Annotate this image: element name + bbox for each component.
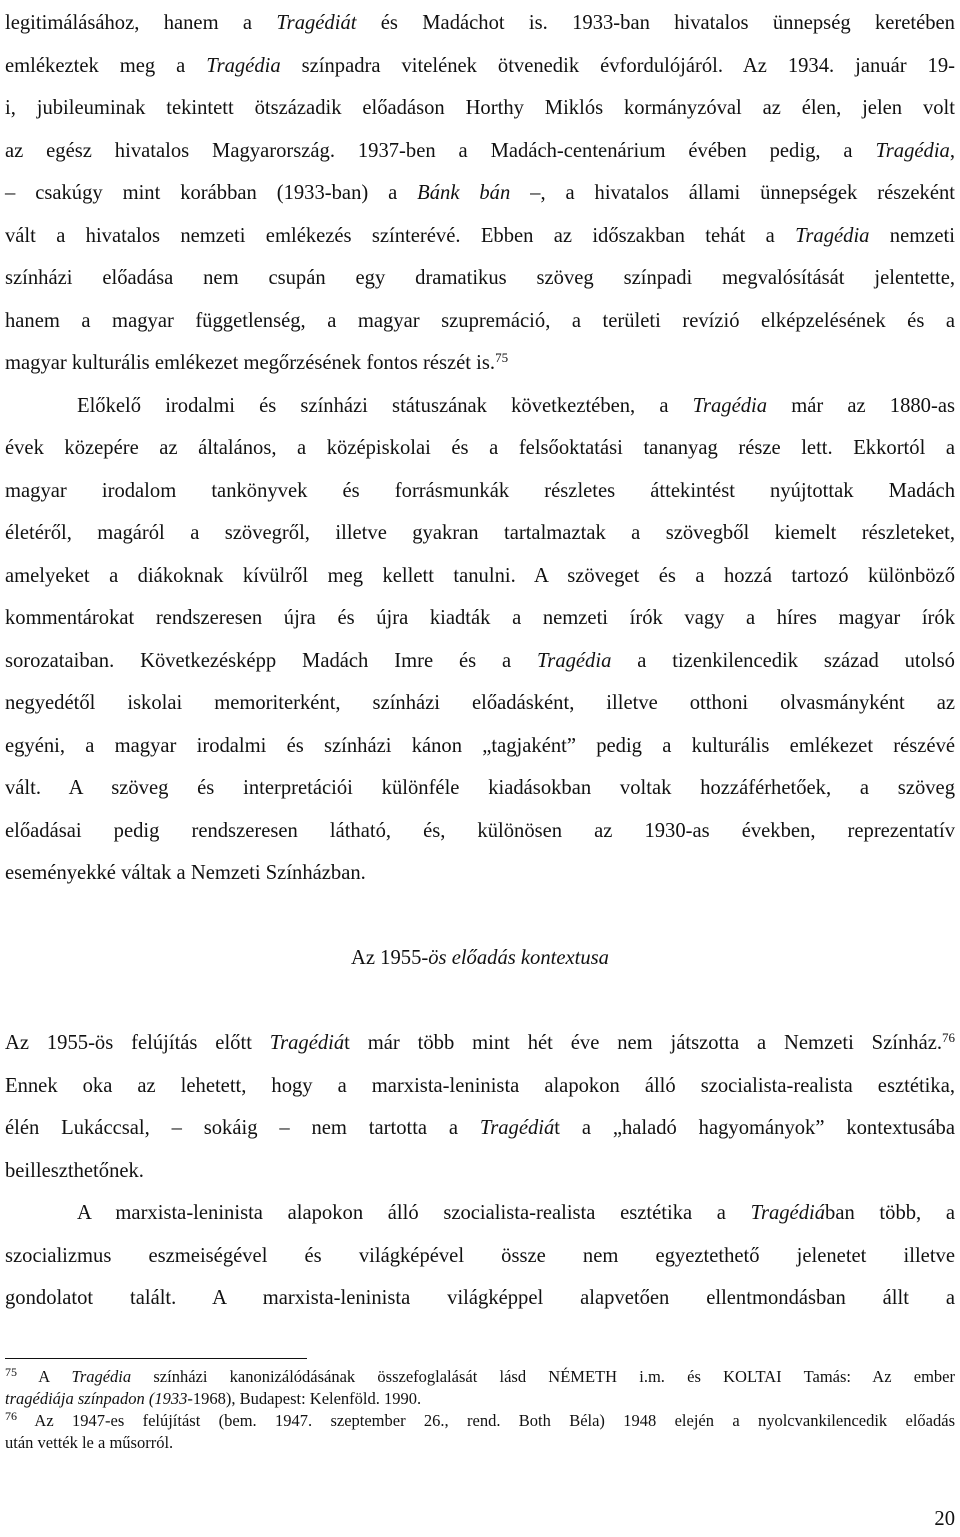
text-line: hanem a magyar függetlenség, a magyar szupremáció, a területi revízió elképzelésének és a	[5, 309, 955, 332]
section-heading: Az 1955-ös előadás kontextusa	[351, 947, 609, 969]
text-line: gondolatot talált. A marxista-leninista világképpel alapvetően ellentmondásban állt a	[5, 1287, 955, 1309]
body-text	[5, 2, 955, 1320]
text-line: élén Lukáccsal, – sokáig – nem tartotta a Tragédiát a „haladó hagyományok” kontextusába	[5, 1117, 955, 1139]
text-line: eseményekké váltak a Nemzeti Színházban.	[5, 862, 366, 884]
text-line: – csakúgy mint korábban (1933-ban) a Bánk bán –, a hivatalos állami ünnepségek részeként	[5, 182, 955, 204]
footnote-line: után vették le a műsorról.	[5, 1433, 174, 1452]
footnote-line: $^{76}$ Az 1947-es felújítást (bem. 1947. szeptember 26., rend. Both Béla) 1948 elején a nyolcvankilencedik előadás	[5, 1409, 955, 1430]
text-line: emlékeztek meg a Tragédia színpadra vitelének ötvenedik évfordulójáról. Az 1934. január 19-	[5, 54, 955, 77]
text-line: i, jubileuminak tekintett ötszázadik előadáson Horthy Miklós kormányzóval az élen, jelen volt	[5, 97, 955, 119]
text-line: beilleszthetőnek.	[5, 1159, 144, 1182]
text-line: vált. A szöveg és interpretációi különféle kiadásokban voltak hozzáférhetőek, a szöveg	[5, 777, 955, 799]
text-line: az egész hivatalos Magyarország. 1937-ben a Madách-centenárium évében pedig, a Tragédia,	[5, 139, 955, 162]
footnote-separator	[5, 1358, 307, 1359]
text-line: Az 1955-ös felújítás előtt Tragédiát már több mint hét éve nem játszotta a Nemzeti Színház.$^{76}$	[5, 1030, 955, 1054]
text-line: szocializmus eszmeiségével és világképével össze nem egyeztethető jelenetet illetve	[5, 1244, 955, 1267]
footnote-line: tragédiája színpadon (1933-1968), Budapest: Kelenföld. 1990.	[5, 1389, 422, 1408]
text-line: amelyeket a diákoknak kívülről meg kellett tanulni. A szöveget és a hozzá tartozó különböző	[5, 564, 955, 587]
blank-line	[5, 980, 955, 1023]
text-line: legitimálásához, hanem a Tragédiát és Madáchot is. 1933-ban hivatalos ünnepség keretében	[5, 12, 955, 34]
footnotes	[5, 1366, 955, 1454]
text-line: kommentárokat rendszeresen újra és újra kiadták a nemzeti írók vagy a híres magyar írók	[5, 607, 955, 629]
page-number: 20	[934, 1508, 955, 1530]
text-line: sorozataiban. Következésképp Madách Imre és a Tragédia a tizenkilencedik század utolsó	[5, 649, 955, 672]
text-line: A marxista-leninista alapokon álló szocialista-realista esztétika a Tragédiában több, a	[77, 1202, 955, 1224]
blank-line	[5, 895, 955, 938]
text-line: magyar kulturális emlékezet megőrzésének fontos részét is.$^{75}$	[5, 350, 509, 374]
text-line: színházi előadása nem csupán egy dramatikus szöveg színpadi megvalósítását jelentette,	[5, 267, 955, 289]
text-line: előadásai pedig rendszeresen látható, és, különösen az 1930-as években, reprezentatív	[5, 819, 955, 842]
text-line: vált a hivatalos nemzeti emlékezés színterévé. Ebben az időszakban tehát a Tragédia nemzeti	[5, 224, 955, 247]
text-line: Ennek oka az lehetett, hogy a marxista-leninista alapokon álló szocialista-realista esztétika,	[5, 1074, 955, 1097]
footnote-line: $^{75}$ A Tragédia színházi kanonizálódásának összefoglalását lásd NÉMETH i.m. és KOLTAI Tamás: Az ember	[5, 1365, 955, 1386]
text-line: életéről, magáról a szövegről, illetve gyakran tartalmaztak a szövegből kiemelt részleteket,	[5, 522, 955, 544]
text-line: Előkelő irodalmi és színházi státuszának következtében, a Tragédia már az 1880-as	[77, 394, 955, 417]
text-line: évek közepére az általános, a középiskolai és a felsőoktatási tananyag része lett. Ekkortól a	[5, 437, 955, 459]
text-line: negyedétől iskolai memoriterként, színházi előadásként, illetve otthoni olvasmányként az	[5, 692, 955, 714]
text-line: magyar irodalom tankönyvek és forrásmunkák részletes áttekintést nyújtottak Madách	[5, 479, 955, 502]
text-line: egyéni, a magyar irodalmi és színházi kánon „tagjaként” pedig a kulturális emlékezet részévé	[5, 734, 955, 757]
